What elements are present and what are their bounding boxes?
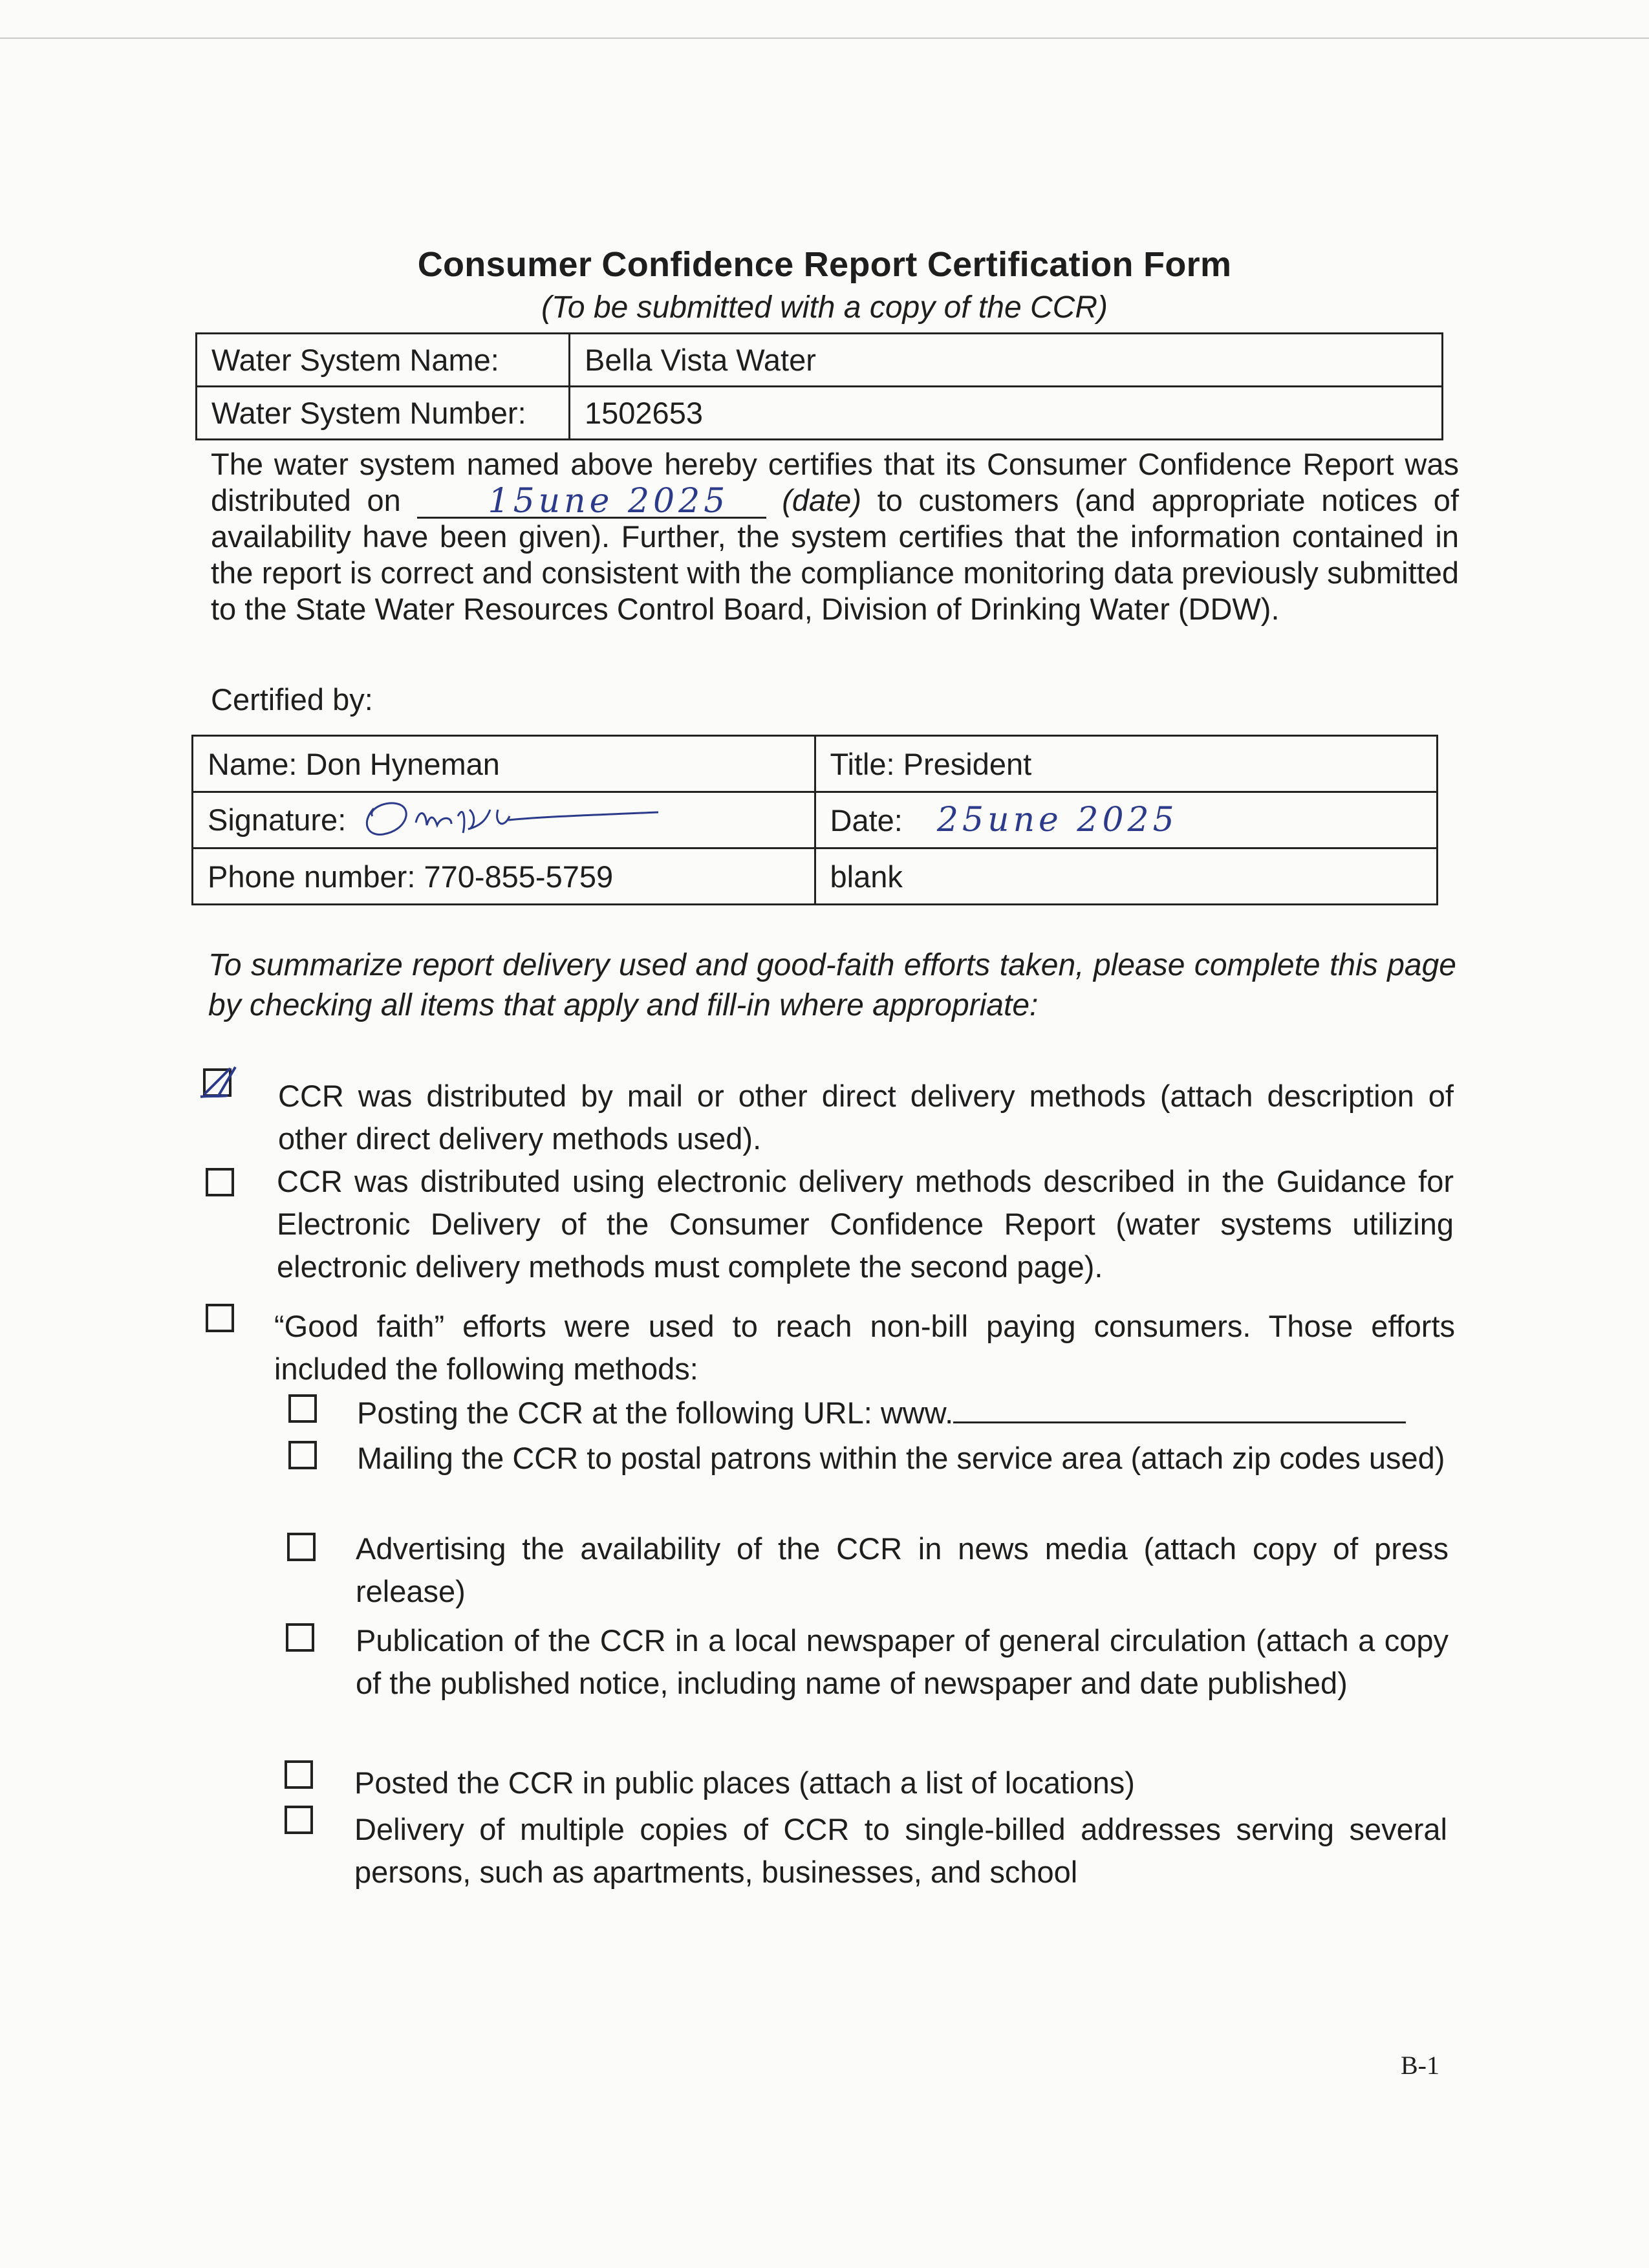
certifier-name[interactable]: Name: Don Hyneman [193, 736, 815, 792]
system-number-label: Water System Number: [197, 387, 570, 440]
instructions-text: To summarize report delivery used and good-faith efforts taken, please complete this page by checking all items that apply and fill-in where appropriate: [208, 948, 1456, 1022]
table-row [193, 848, 1438, 905]
item-1-checkbox[interactable] [203, 1068, 232, 1097]
system-number-value[interactable]: 1502653 [570, 387, 1443, 440]
sub-item-1-checkbox[interactable] [288, 1394, 317, 1423]
blank-cell: blank [815, 848, 1438, 905]
sub-item-2-text: Mailing the CCR to postal patrons within the service area (attach zip codes used) [357, 1441, 1445, 1475]
system-name-value[interactable]: Bella Vista Water [570, 334, 1443, 387]
item-3-checkbox[interactable] [206, 1304, 234, 1332]
certifier-table [191, 735, 1438, 905]
water-system-table [195, 332, 1443, 440]
sub-item-6-text: Delivery of multiple copies of CCR to single-billed addresses serving several persons, such as apartments, businesses, and school [354, 1812, 1447, 1889]
page-number: B-1 [1401, 2051, 1439, 2080]
sub-item-6-checkbox[interactable] [285, 1806, 313, 1834]
certification-text-before: The water system named above hereby certifies that its Consumer Confidence Report was distributed on [211, 447, 1459, 517]
signature-label: Signature: [208, 802, 347, 837]
distributed-date-field[interactable] [417, 482, 766, 521]
sub-item-1-label: Posting the CCR at the following URL: www. [357, 1396, 954, 1430]
signed-date-handwritten: 25une 2025 [936, 801, 1178, 839]
distributed-date-handwritten: 15une 2025 [488, 482, 729, 521]
scan-edge-line [0, 38, 1649, 39]
sub-item-3-checkbox[interactable] [287, 1533, 316, 1561]
certification-paragraph [211, 446, 1459, 627]
form-subtitle: (To be submitted with a copy of the CCR) [541, 290, 1108, 325]
sub-item-4-text: Publication of the CCR in a local newspaper of general circulation (attach a copy of the published notice, including name of newspaper and date published) [356, 1623, 1449, 1700]
phone-number[interactable]: Phone number: 770-855-5759 [193, 848, 815, 905]
table-row [193, 736, 1438, 792]
table-row [197, 334, 1443, 387]
sub-item-4-checkbox[interactable] [286, 1623, 314, 1652]
sub-item-2-checkbox[interactable] [288, 1441, 317, 1469]
sub-item-3-text: Advertising the availability of the CCR in news media (attach copy of press release) [356, 1531, 1449, 1608]
signature-cell[interactable] [193, 792, 815, 848]
sub-item-1-text [357, 1392, 1456, 1434]
sub-item-5-checkbox[interactable] [285, 1760, 313, 1789]
date-word: (date) [782, 483, 861, 517]
sub-item-5-text: Posted the CCR in public places (attach a list of locations) [354, 1766, 1135, 1800]
system-name-label: Water System Name: [197, 334, 570, 387]
signature-mark [354, 806, 691, 838]
date-label: Date: [830, 803, 903, 837]
certifier-title[interactable]: Title: President [815, 736, 1438, 792]
item-3-text [274, 1305, 1455, 1390]
certified-by-label: Certified by: [211, 682, 373, 717]
table-row [197, 387, 1443, 440]
url-field[interactable] [953, 1396, 1406, 1423]
certification-text-after: to customers (and appropriate notices of availability have been given). Further, the system certifies that the information contained in the report is correct and consistent with the compliance monitoring data previously submitted to the State Water Resources Control Board, Division of Drinking Water (DDW). [211, 483, 1459, 626]
item-1-text: CCR was distributed by mail or other direct delivery methods (attach description of other direct delivery methods used). [278, 1079, 1454, 1156]
item-3-label: “Good faith” efforts were used to reach non-bill paying consumers. Those efforts included the following methods: [274, 1309, 1455, 1386]
form-title: Consumer Confidence Report Certification Form [417, 245, 1232, 284]
item-2-checkbox[interactable] [206, 1168, 234, 1196]
item-2-text: CCR was distributed using electronic delivery methods described in the Guidance for Electronic Delivery of the Consumer Confidence Report (water systems utilizing electronic delivery methods must complete the second page). [277, 1164, 1454, 1284]
date-cell[interactable] [815, 792, 1438, 848]
table-row [193, 792, 1438, 848]
